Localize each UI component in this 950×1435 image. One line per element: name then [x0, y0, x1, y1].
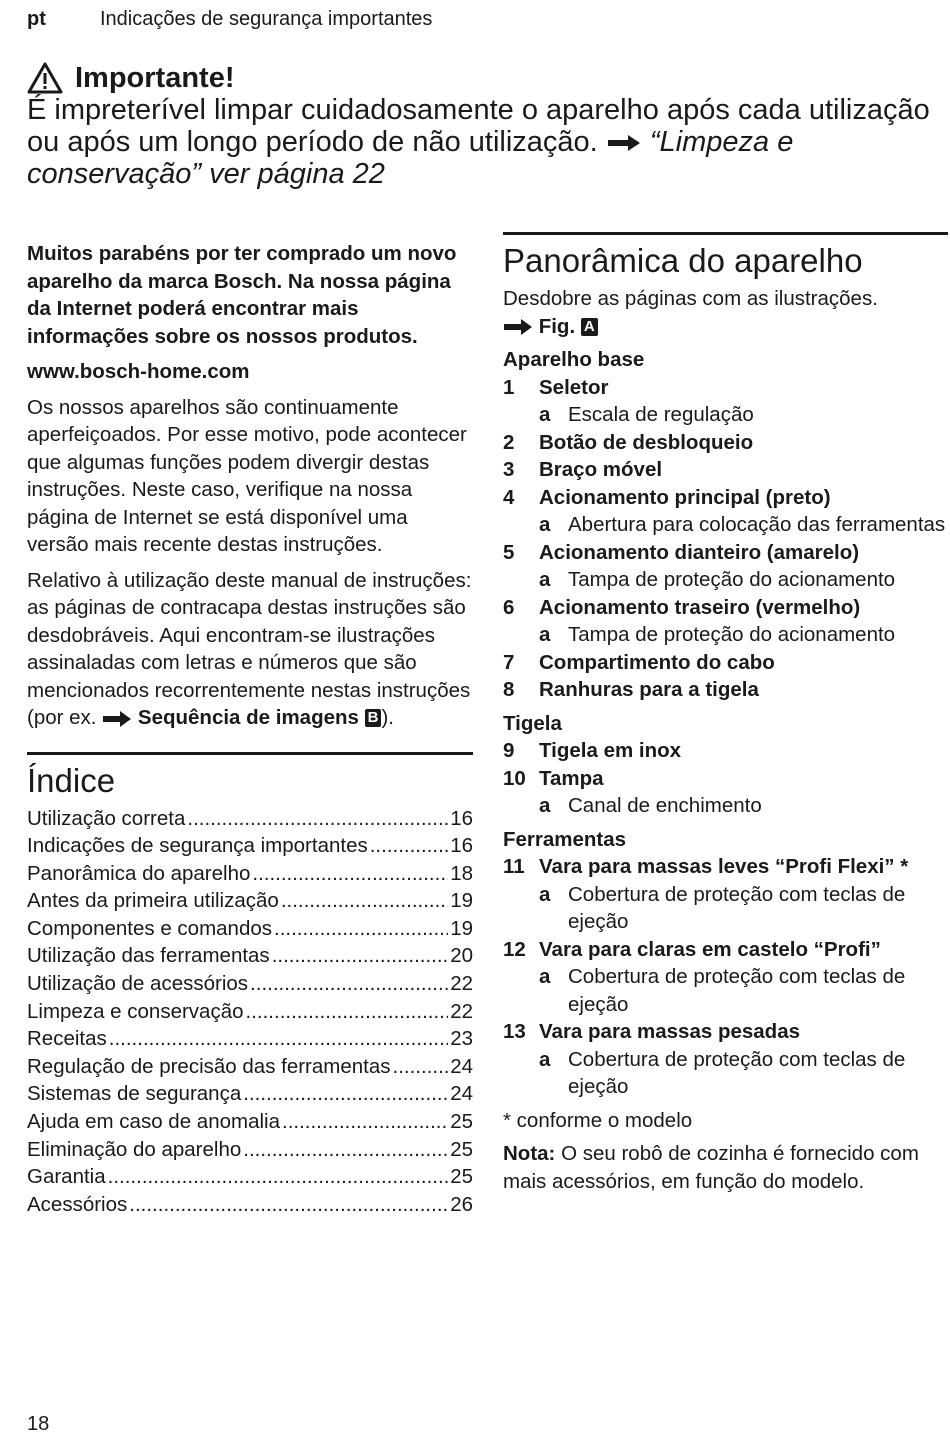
subitem-text: Cobertura de proteção com teclas de ejeção [568, 882, 906, 933]
toc-entry[interactable] [27, 832, 473, 860]
part-number: 1 [503, 375, 515, 399]
part-number: 8 [503, 678, 515, 701]
toc-entry[interactable] [27, 887, 473, 915]
parts-group [503, 710, 948, 820]
part-number: 10 [503, 766, 526, 790]
figure-letter-badge: B [365, 709, 382, 727]
part-item [503, 737, 948, 765]
intro-paragraph-2-end: ). [381, 706, 395, 729]
part-label: Botão de desbloqueio [539, 430, 754, 454]
part-number: 9 [503, 739, 515, 762]
part-label: Acionamento dianteiro (amarelo) [539, 540, 860, 564]
warning-text-block [27, 94, 932, 190]
part-number: 6 [503, 595, 515, 619]
toc-entry-title: Receitas [27, 1027, 107, 1051]
toc-entry-title: Componentes e comandos [27, 916, 273, 940]
part-subitem [503, 511, 948, 539]
right-column [503, 232, 948, 1195]
part-item [503, 456, 948, 484]
subitem-letter: a [539, 1047, 551, 1071]
toc-entry-page: 19 [450, 889, 473, 913]
part-label: Acionamento traseiro (vermelho) [539, 595, 861, 619]
part-number: 12 [503, 937, 526, 961]
toc-entry[interactable] [27, 860, 473, 888]
subitem-letter: a [539, 403, 551, 426]
part-item [503, 1018, 948, 1046]
part-label: Braço móvel [539, 458, 663, 481]
part-item [503, 649, 948, 677]
left-column [27, 240, 473, 1218]
part-number: 7 [503, 650, 515, 674]
toc-entry-page: 16 [450, 806, 473, 830]
part-item [503, 429, 948, 457]
part-item [503, 374, 948, 402]
part-number: 11 [503, 855, 525, 878]
part-label: Vara para massas leves “Profi Flexi” * [539, 855, 909, 878]
language-code: pt [27, 8, 46, 30]
note-label: Nota: [503, 1142, 556, 1165]
toc-entry-title: Utilização correta [27, 806, 186, 830]
part-item [503, 594, 948, 622]
toc-leader-dots [243, 1136, 448, 1164]
arrow-right-icon [503, 318, 533, 336]
toc-entry-title: Regulação de precisão das ferramentas [27, 1054, 391, 1078]
subitem-letter: a [539, 623, 551, 646]
warning-title-row [27, 62, 932, 94]
toc-leader-dots [252, 860, 448, 888]
toc-leader-dots [187, 805, 448, 833]
part-item [503, 936, 948, 964]
part-subitem [503, 566, 948, 594]
toc-entry[interactable] [27, 998, 473, 1026]
overview-section [503, 232, 948, 1195]
toc-leader-dots [370, 832, 448, 860]
toc-entry-page: 19 [450, 916, 473, 940]
toc-leader-dots [246, 998, 449, 1026]
intro-congratulations: Muitos parabéns por ter comprado um novo aparelho da marca Bosch. Na nossa página da Internet poderá encontrar mais informações sobre os nossos produtos. [27, 242, 457, 348]
toc-leader-dots [282, 1108, 448, 1136]
page-header [27, 6, 930, 32]
toc-entry[interactable] [27, 1163, 473, 1191]
group-title: Tigela [503, 711, 562, 735]
toc-leader-dots [250, 970, 448, 998]
toc-entry-title: Panorâmica do aparelho [27, 861, 251, 885]
part-number: 5 [503, 540, 515, 564]
toc-leader-dots [243, 1080, 448, 1108]
figure-label: Fig. [538, 314, 576, 338]
toc-entry-page: 22 [450, 999, 473, 1023]
footnote: * conforme o modelo [503, 1108, 693, 1132]
toc-entry[interactable] [27, 1053, 473, 1081]
note [503, 1140, 948, 1195]
toc-entry-title: Ajuda em caso de anomalia [27, 1110, 280, 1134]
page-number: 18 [27, 1413, 50, 1435]
part-label: Acionamento principal (preto) [539, 485, 831, 509]
subitem-text: Cobertura de proteção com teclas de ejeção [568, 1047, 906, 1098]
toc-entry-title: Utilização de acessórios [27, 972, 249, 996]
part-label: Ranhuras para a tigela [539, 678, 759, 701]
subitem-text: Tampa de proteção do acionamento [568, 623, 896, 646]
toc-section [27, 752, 473, 1219]
toc-leader-dots [109, 1025, 448, 1053]
part-number: 2 [503, 430, 515, 454]
part-label: Vara para claras em castelo “Profi” [539, 937, 881, 961]
toc-entry-title: Eliminação do aparelho [27, 1137, 242, 1161]
toc-title: Índice [27, 761, 116, 799]
toc-entry-title: Garantia [27, 1165, 106, 1189]
toc-entry[interactable] [27, 1080, 473, 1108]
toc-leader-dots [272, 942, 449, 970]
part-number: 13 [503, 1020, 526, 1043]
part-label: Tampa [539, 766, 604, 790]
toc-entry-page: 25 [450, 1165, 473, 1189]
warning-reference-link[interactable]: “Limpeza e conservação” ver página 22 [27, 126, 794, 190]
website-url-link[interactable]: www.bosch-home.com [27, 360, 250, 383]
parts-group [503, 346, 948, 704]
toc-entry-title: Antes da primeira utilização [27, 889, 279, 913]
part-number: 3 [503, 458, 515, 481]
toc-entry-title: Indicações de segurança importantes [27, 834, 368, 858]
subitem-letter: a [539, 568, 551, 591]
subitem-text: Tampa de proteção do acionamento [568, 568, 896, 591]
toc-entry[interactable] [27, 970, 473, 998]
toc-entry-title: Utilização das ferramentas [27, 944, 270, 968]
toc-entry[interactable] [27, 1191, 473, 1219]
warning-text: É impreterível limpar cuidadosamente o aparelho após cada utilização ou após um longo período de não utilização. [27, 94, 930, 158]
image-sequence-ref[interactable]: Sequência de imagens [137, 706, 359, 729]
part-subitem [503, 963, 948, 1018]
toc-leader-dots [281, 887, 448, 915]
toc-entry-title: Sistemas de segurança [27, 1082, 242, 1106]
subitem-letter: a [539, 513, 551, 536]
arrow-right-icon [606, 133, 642, 153]
note-text: O seu robô de cozinha é fornecido com mais acessórios, em função do modelo. [503, 1142, 919, 1193]
subitem-letter: a [539, 965, 551, 988]
part-label: Tigela em inox [539, 739, 682, 762]
toc-leader-dots [274, 915, 448, 943]
part-subitem [503, 881, 948, 936]
toc-entry-page: 18 [450, 861, 473, 885]
toc-entry-page: 25 [450, 1110, 473, 1134]
warning-title: Importante! [75, 62, 235, 94]
toc-entry[interactable] [27, 1025, 473, 1053]
part-label: Seletor [539, 375, 609, 399]
toc-list [27, 805, 473, 1219]
warning-block [27, 62, 932, 190]
part-subitem [503, 401, 948, 429]
subitem-letter: a [539, 882, 551, 906]
toc-entry[interactable] [27, 1136, 473, 1164]
part-subitem [503, 621, 948, 649]
intro-paragraph-2 [27, 567, 473, 732]
part-item [503, 853, 948, 881]
toc-entry-page: 25 [450, 1137, 473, 1161]
toc-entry-title: Limpeza e conservação [27, 999, 244, 1023]
intro-paragraph-2-text: Relativo à utilização deste manual de instruções: as páginas de contracapa destas instruções são desdobráveis. Aqui encontram-se ilustrações assinaladas com letras e números que são mencionados recorrentemente nestas instruções (por ex. [27, 568, 472, 729]
part-item [503, 484, 948, 512]
group-title: Aparelho base [503, 348, 645, 371]
subitem-text: Abertura para colocação das ferramentas [568, 513, 946, 536]
toc-leader-dots [108, 1163, 449, 1191]
overview-intro: Desdobre as páginas com as ilustrações. [503, 287, 878, 310]
toc-entry-page: 16 [450, 834, 473, 858]
parts-group [503, 826, 948, 1101]
subitem-text: Escala de regulação [568, 403, 754, 426]
toc-entry-page: 24 [450, 1082, 473, 1106]
toc-leader-dots [129, 1191, 448, 1219]
subitem-text: Canal de enchimento [568, 794, 762, 817]
warning-triangle-icon [27, 62, 63, 94]
toc-entry-page: 23 [450, 1027, 473, 1051]
part-item [503, 676, 948, 704]
arrow-right-icon [102, 710, 132, 728]
group-title: Ferramentas [503, 827, 627, 851]
part-subitem [503, 792, 948, 820]
overview-title: Panorâmica do aparelho [503, 242, 863, 279]
toc-entry[interactable] [27, 805, 473, 833]
toc-entry[interactable] [27, 915, 473, 943]
part-item [503, 539, 948, 567]
intro-paragraph-1: Os nossos aparelhos são continuamente aperfeiçoados. Por esse motivo, pode acontecer que algumas funções podem divergir destas instruções. Neste caso, verifique na nossa página de Internet se está disponível uma versão mais recente destas instruções. [27, 395, 467, 556]
toc-entry-page: 20 [450, 944, 473, 968]
figure-letter-badge: A [581, 318, 598, 336]
toc-entry-page: 22 [450, 972, 473, 996]
toc-entry-page: 26 [450, 1192, 473, 1216]
part-number: 4 [503, 485, 515, 509]
subitem-letter: a [539, 794, 551, 817]
subitem-text: Cobertura de proteção com teclas de ejeção [568, 965, 906, 1016]
figure-reference[interactable] [503, 313, 948, 341]
part-label: Vara para massas pesadas [539, 1020, 800, 1043]
toc-leader-dots [393, 1053, 449, 1081]
part-subitem [503, 1046, 948, 1101]
part-item [503, 765, 948, 793]
toc-entry-page: 24 [450, 1054, 473, 1078]
toc-entry[interactable] [27, 942, 473, 970]
header-title: Indicações de segurança importantes [100, 8, 433, 30]
toc-entry-title: Acessórios [27, 1192, 128, 1216]
part-label: Compartimento do cabo [539, 650, 775, 674]
toc-entry[interactable] [27, 1108, 473, 1136]
